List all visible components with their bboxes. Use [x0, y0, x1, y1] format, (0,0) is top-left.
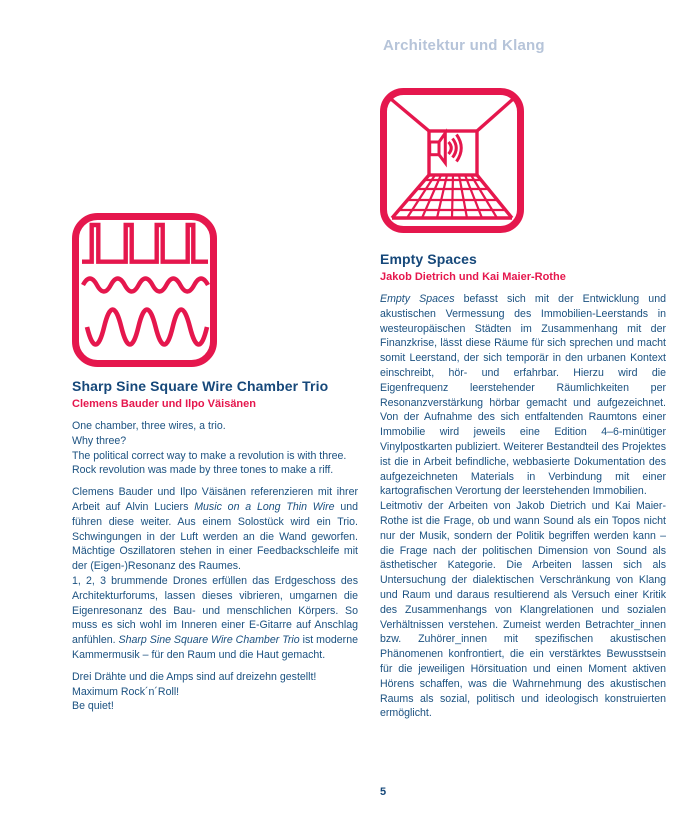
- left-article-title: Sharp Sine Square Wire Chamber Trio: [72, 378, 329, 394]
- body-line: Why three?: [72, 434, 127, 447]
- sound-waves-glyph: [449, 135, 462, 162]
- body-paragraph: Leitmotiv der Arbeiten von Jakob Dietrich und Kai Maier-Rothe ist die Frage, ob und wann Sound als ein Topos nicht nur der Musik, sondern der Politik begriffen werden kann – die Frage nach der politischen Dimension von Sound als ästhetischer Kategorie. Die Arbeiten lassen sich als Untersuchung der dialektischen Verschränkung von Klang und Raum und daraus resultierend als Versuch einer Kritik des Zusammenhangs von Klangrelationen und sozialen Verhältnissen verstehen. Zumeist werden Betrachter_innen bzw. Zuhörer_innen mit spezifischen akustischen Phänomenen konfrontiert, die ein verstärktes Bewusstsein für die jeweiligen Hörsituation und einen Moment aktiven Hörens schaffen, was die Wahrnehmung des akustischen Raums als sozial, politisch und ideologisch konstruierten ermöglicht.: [380, 500, 666, 720]
- page-header: Architektur und Klang: [383, 37, 545, 54]
- body-line: Rock revolution was made by three tones to make a riff.: [72, 464, 334, 477]
- page-number: 5: [379, 786, 387, 798]
- floor-grid-glyph: [399, 175, 506, 218]
- left-article-authors: Clemens Bauder und Ilpo Väisänen: [72, 398, 256, 410]
- speaker-icon: [430, 133, 446, 163]
- square-wave-glyph: [82, 225, 208, 262]
- body-line: Drei Drähte und die Amps sind auf dreizehn gestellt!: [72, 670, 317, 683]
- body-paragraph: 1, 2, 3 brummende Drones erfüllen das Erdgeschoss des Architekturforums, lassen dieses vibrieren, umgarnen die Eigenresonanz des Bau- und menschlichen Körpers. So muss es sich wohl im Inneren einer E-Gitarre auf Anschlag anfühlen. Sharp Sine Square Wire Chamber Trio ist moderne Kammermusik – für den Raum und die Haut gemacht.: [72, 574, 358, 661]
- square-sine-waveforms-icon: [72, 213, 217, 367]
- body-paragraph: Clemens Bauder und Ilpo Väisänen referenzieren mit ihrer Arbeit auf Alvin Luciers Music on a Long Thin Wire und führen diese weiter. Aus einem Solostück wird ein Trio. Schwingungen in der Luft werden an die Wand geworfen. Mächtige Oszillatoren stehen in einer Feedbackschleife mit der (Eigen-)Resonanz des Raumes.: [72, 486, 358, 573]
- body-line: Maximum Rock´n´Roll!: [72, 685, 180, 698]
- sine-wave-glyph: [83, 279, 208, 292]
- body-line: The political correct way to make a revolution is with three.: [72, 449, 347, 462]
- speaker-in-room-icon: [380, 88, 524, 233]
- body-paragraph: Empty Spaces befasst sich mit der Entwicklung und akustischen Vermessung des Immobilien-Leerstands in westeuropäischen Städten im Zusammenhang mit der Finanzkrise, lässt diese Räume für sich sprechen und macht somit Leerstand, der sich temporär in den urbanen Kontext einschreibt, hör- und erfahrbar. Hierzu wird die Eigenfrequenz leerstehender Räumlichkeiten per Resonanzverstärkung hörbar gemacht und aufgezeichnet. Von der Aufnahme des sich entfaltenden Raumtons einer Immobilie wird jeweils eine Edition 4–6-minütiger Vinylpostkarten publiziert. Weiterer Bestandteil des Projektes ist die in Arbeit befindliche, webbasierte Dokumentation des aufgezeichneten Materials in Verbindung mit einer kartografischen Verortung der leerstehenden Immobilien.: [380, 293, 666, 498]
- body-lines: [72, 419, 358, 478]
- right-article-title: Empty Spaces: [380, 251, 477, 267]
- body-lines: [72, 670, 358, 714]
- right-article-body: [380, 292, 666, 721]
- right-article-authors: Jakob Dietrich und Kai Maier-Rothe: [380, 271, 566, 283]
- left-article-body: [72, 419, 358, 714]
- body-line: Be quiet!: [72, 700, 114, 713]
- body-line: One chamber, three wires, a trio.: [72, 420, 226, 432]
- waveforms-glyph: [72, 213, 217, 367]
- room-perspective-glyph: [380, 88, 524, 233]
- large-wave-glyph: [87, 310, 207, 345]
